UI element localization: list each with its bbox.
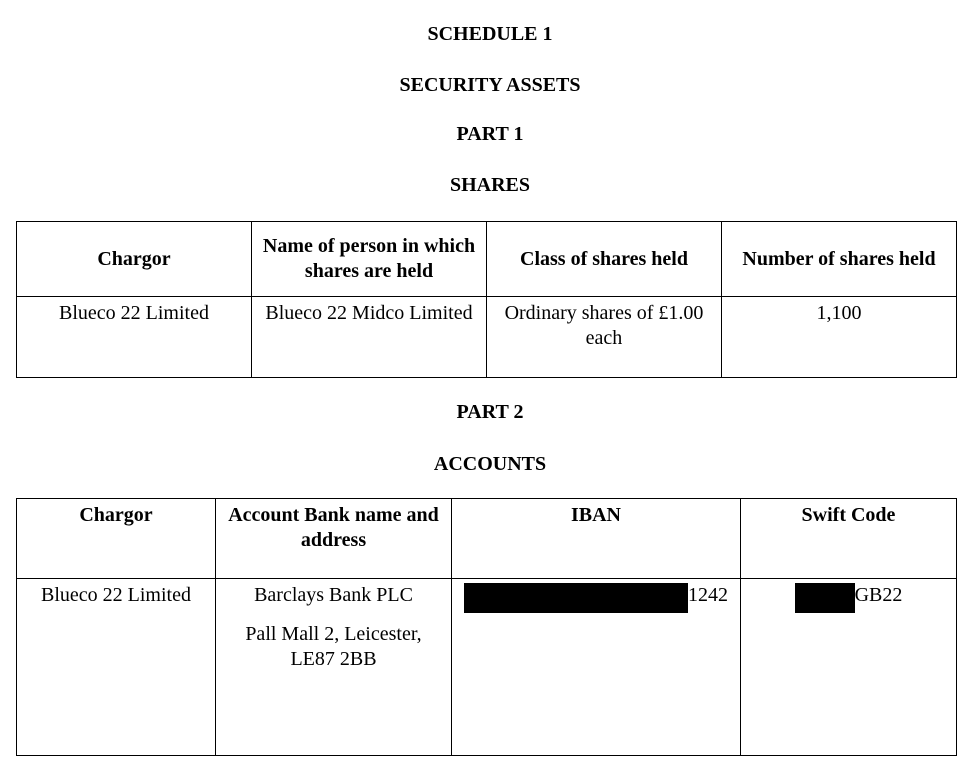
shares-cell-number: 1,100 (722, 297, 957, 378)
accounts-heading: ACCOUNTS (433, 453, 547, 475)
shares-header-chargor: Chargor (17, 222, 252, 297)
redaction-block (795, 583, 855, 613)
accounts-table (16, 498, 957, 756)
shares-header-row (17, 222, 957, 297)
accounts-header-bank: Account Bank name and address (216, 499, 452, 579)
swift-visible-chars: GB22 (854, 584, 903, 606)
shares-header-number: Number of shares held (722, 222, 957, 297)
part1-heading: PART 1 (456, 123, 524, 145)
shares-cell-chargor: Blueco 22 Limited (17, 297, 252, 378)
table-row (17, 579, 957, 756)
security-assets-heading: SECURITY ASSETS (399, 74, 581, 96)
shares-header-person: Name of person in which shares are held (252, 222, 487, 297)
swift-value (795, 583, 903, 613)
shares-cell-class: Ordinary shares of £1.00 each (487, 297, 722, 378)
iban-value (464, 583, 728, 613)
accounts-cell-iban (452, 579, 741, 756)
redaction-block (464, 583, 688, 613)
bank-address: Pall Mall 2, Leicester, LE87 2BB (245, 623, 422, 670)
accounts-cell-bank (216, 579, 452, 756)
accounts-header-iban: IBAN (452, 499, 741, 579)
shares-table (16, 221, 957, 378)
accounts-cell-chargor: Blueco 22 Limited (17, 579, 216, 756)
accounts-header-swift: Swift Code (741, 499, 957, 579)
bank-name: Barclays Bank PLC (254, 584, 413, 606)
shares-cell-person: Blueco 22 Midco Limited (252, 297, 487, 378)
accounts-cell-swift (741, 579, 957, 756)
part2-heading: PART 2 (456, 401, 524, 423)
iban-visible-digits: 1242 (688, 584, 728, 606)
accounts-header-chargor: Chargor (17, 499, 216, 579)
shares-heading: SHARES (449, 174, 531, 196)
table-row (17, 297, 957, 378)
accounts-header-row (17, 499, 957, 579)
shares-header-class: Class of shares held (487, 222, 722, 297)
schedule-heading: SCHEDULE 1 (427, 23, 553, 45)
